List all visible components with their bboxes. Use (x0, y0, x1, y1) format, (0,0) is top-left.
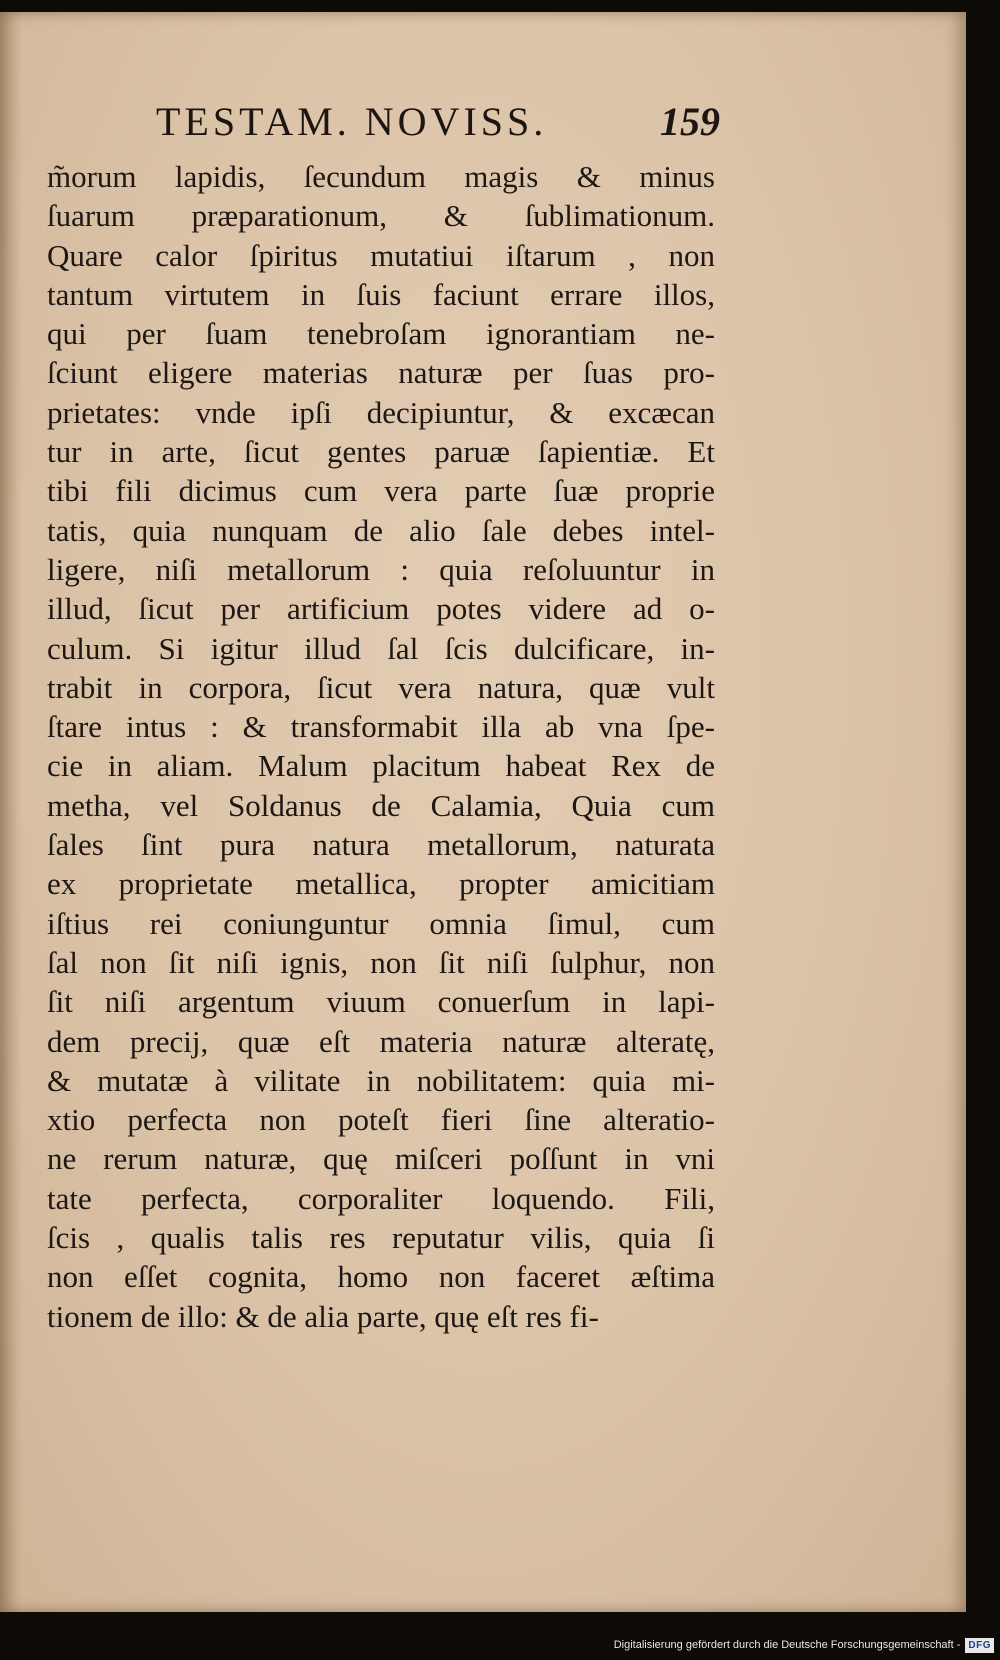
text-line: m̃orum lapidis, ſecundum magis & minus (47, 159, 715, 194)
text-line: & mutatæ à vilitate in nobilitatem: quia mi- (47, 1062, 715, 1098)
text-line: tionem de illo: & de alia parte, quę eſt res fi- (47, 1298, 599, 1334)
text-line: ſit niſi argentum viuum conuerſum in lapi- (47, 984, 715, 1020)
page-number: 159 (660, 99, 720, 144)
text-line: culum. Si igitur illud ſal ſcis dulcificare, in- (47, 630, 715, 666)
text-line: ex proprietate metallica, propter amicitiam (47, 866, 715, 902)
text-line: ſuarum præparationum, & ſublimationum. (47, 198, 715, 234)
running-title: TESTAM. NOVISS. (156, 99, 548, 144)
text-line: tur in arte, ſicut gentes paruæ ſapientiæ. Et (47, 434, 715, 470)
text-line: tate perfecta, corporaliter loquendo. Fili, (47, 1180, 715, 1216)
text-line: prietates: vnde ipſi decipiuntur, & excæcan (47, 394, 715, 430)
text-line: tibi fili dicimus cum vera parte ſuæ proprie (47, 473, 715, 509)
spine-shadow (0, 12, 22, 1612)
text-line: cie in aliam. Malum placitum habeat Rex de (47, 748, 715, 784)
text-line: ſciunt eligere materias naturæ per ſuas pro- (47, 355, 715, 391)
text-line: ſal non ſit niſi ignis, non ſit niſi ſulphur, non (47, 944, 715, 980)
text-line: ſtare intus : & transformabit illa ab vna ſpe- (47, 709, 715, 745)
text-line: trabit in corpora, ſicut vera natura, quæ vult (47, 669, 715, 705)
dfg-logo: DFG (965, 1638, 994, 1653)
text-line: tantum virtutem in ſuis faciunt errare illos, (47, 276, 715, 312)
text-line: xtio perfecta non poteſt fieri ſine alteratio- (47, 1102, 715, 1138)
text-line: ſcis , qualis talis res reputatur vilis, quia ſi (47, 1220, 715, 1256)
text-line: dem precij, quæ eſt materia naturæ alteratę, (47, 1023, 715, 1059)
text-line: non eſſet cognita, homo non faceret æſtima (47, 1259, 715, 1295)
text-line: ligere, niſi metallorum : quia reſoluuntur in (47, 551, 715, 587)
text-line: metha, vel Soldanus de Calamia, Quia cum (47, 787, 715, 823)
text-line: ne rerum naturæ, quę miſceri poſſunt in vni (47, 1141, 715, 1177)
book-page (0, 12, 966, 1612)
text-line: qui per ſuam tenebroſam ignorantiam ne- (47, 316, 715, 352)
text-line: Quare calor ſpiritus mutatiui iſtarum , non (47, 237, 715, 273)
digitization-footer (614, 1636, 994, 1654)
text-line: ſales ſint pura natura metallorum, naturata (47, 827, 715, 863)
text-line: illud, ſicut per artificium potes videre ad o- (47, 591, 715, 627)
body-text (47, 157, 715, 1336)
funding-credit: Digitalisierung gefördert durch die Deutsche Forschungsgemeinschaft - (613, 1639, 961, 1651)
text-line: iſtius rei coniunguntur omnia ſimul, cum (47, 905, 715, 941)
text-line: tatis, quia nunquam de alio ſale debes intel- (47, 512, 715, 548)
running-head (150, 90, 720, 150)
